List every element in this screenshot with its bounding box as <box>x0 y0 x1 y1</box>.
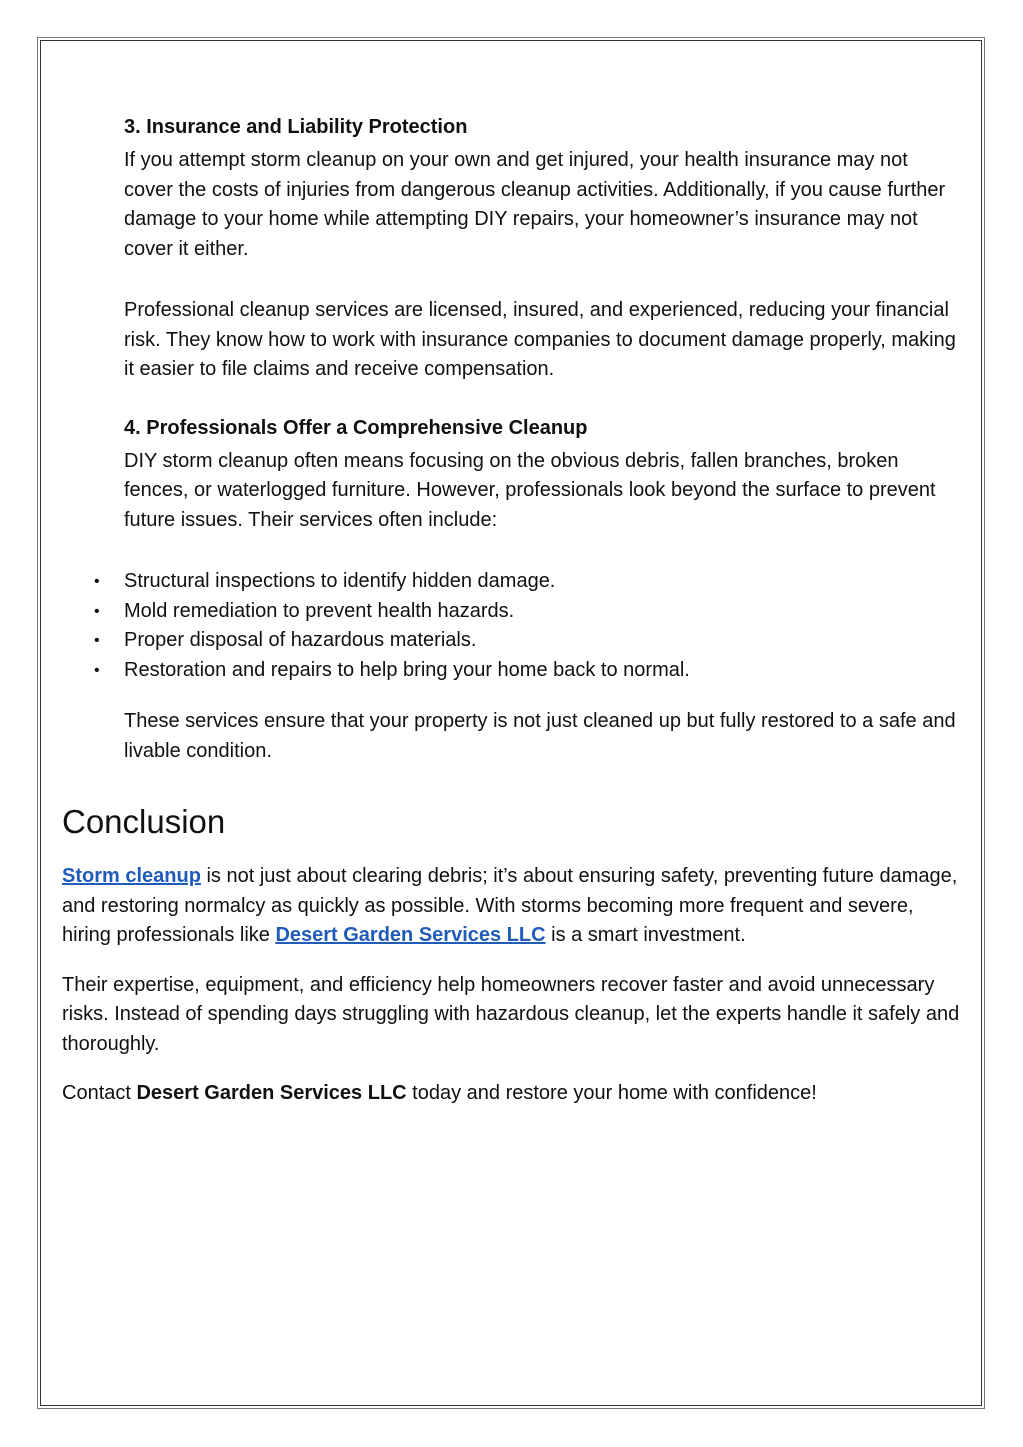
conclusion-paragraph-2: Their expertise, equipment, and efficiency help homeowners recover faster and avoid unnecessary risks. Instead of spending days struggling with hazardous cleanup, let the experts handle it safely and thoroughly. <box>62 973 960 1055</box>
list-item <box>94 656 962 686</box>
insurance-paragraph-1: If you attempt storm cleanup on your own and get injured, your health insurance may not cover the costs of injuries from dangerous cleanup activities. Additionally, if you cause further damage to your home while attempting DIY repairs, your homeowner’s insurance may not cover it either. <box>124 149 946 260</box>
comprehensive-outro-wrap <box>124 707 962 766</box>
bullet-icon: • <box>94 632 100 649</box>
section-heading-comprehensive: 4. Professionals Offer a Comprehensive Cleanup <box>124 416 588 439</box>
list-item <box>94 626 962 656</box>
document-body <box>62 112 962 1109</box>
comprehensive-intro: DIY storm cleanup often means focusing on the obvious debris, fallen branches, broken fences, or waterlogged furniture. However, professionals look beyond the surface to prevent future issues. Their services often include: <box>124 449 936 531</box>
list-item <box>94 597 962 627</box>
list-item-text: Restoration and repairs to help bring your home back to normal. <box>124 658 690 681</box>
bullet-icon: • <box>94 661 100 679</box>
insurance-paragraph-2: Professional cleanup services are licensed, insured, and experienced, reducing your financial risk. They know how to work with insurance companies to document damage properly, making it easier to file claims and receive compensation. <box>124 299 956 380</box>
conclusion-paragraph-3 <box>62 1079 962 1109</box>
list-item-text: Structural inspections to identify hidden damage. <box>124 570 556 592</box>
services-list <box>62 567 962 685</box>
bullet-icon: • <box>94 573 100 590</box>
conclusion-text-a: is not just about clearing debris; it’s about ensuring safety, preventing future damage, and restoring normalcy as quickly as possible. With storms becoming more frequent and severe, hiring professionals like <box>62 865 958 946</box>
desert-garden-link[interactable]: Desert Garden Services LLC <box>275 924 546 946</box>
contact-suffix: today and restore your home with confidence! <box>406 1082 817 1104</box>
contact-prefix: Contact <box>62 1082 137 1104</box>
list-item <box>94 567 962 597</box>
company-name: Desert Garden Services LLC <box>136 1082 407 1104</box>
bullet-icon: • <box>94 602 100 620</box>
conclusion-text-b: is a smart investment. <box>545 924 746 946</box>
list-item-text: Mold remediation to prevent health hazards. <box>124 599 515 622</box>
comprehensive-outro: These services ensure that your property is not just cleaned up but fully restored to a safe and livable condition. <box>124 710 956 762</box>
storm-cleanup-link[interactable]: Storm cleanup <box>62 865 201 887</box>
section-comprehensive <box>124 413 962 536</box>
conclusion-paragraph-1 <box>62 862 962 951</box>
section-insurance <box>124 112 962 385</box>
list-item-text: Proper disposal of hazardous materials. <box>124 629 477 651</box>
section-heading-insurance: 3. Insurance and Liability Protection <box>124 116 468 138</box>
conclusion-heading: Conclusion <box>62 803 226 840</box>
